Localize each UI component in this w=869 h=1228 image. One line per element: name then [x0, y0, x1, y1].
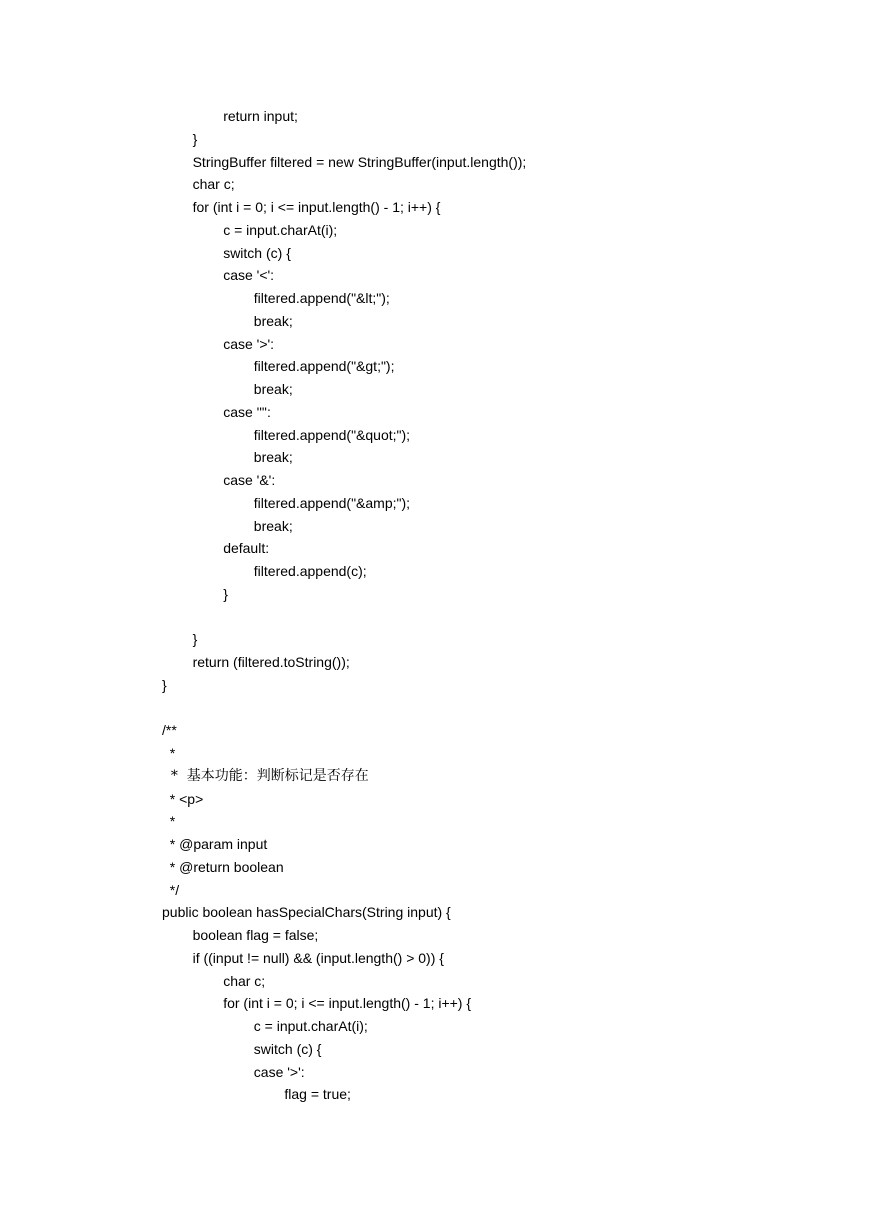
code-line: } — [192, 130, 198, 147]
code-line: * <p> — [162, 790, 204, 807]
code-line: * @param input — [162, 836, 268, 852]
code-line: char c; — [223, 972, 266, 989]
code-line: /** — [162, 722, 177, 739]
code-line: public boolean hasSpecialChars(String input) { — [162, 904, 451, 921]
code-line: } — [223, 585, 228, 602]
code-line: flag = true; — [284, 1086, 351, 1103]
code-line: * — [162, 813, 176, 830]
code-line: filtered.append("&amp;"); — [253, 494, 411, 511]
code-line: * 基本功能：判断标记是否存在 — [162, 767, 369, 784]
code-line: } — [192, 631, 198, 648]
code-line: return input; — [223, 108, 298, 124]
code-line: break; — [253, 517, 293, 534]
code-line: switch (c) { — [223, 244, 291, 261]
code-line: case '&': — [223, 472, 276, 488]
code-line: * @return boolean — [162, 858, 284, 875]
code-line: * — [162, 745, 176, 761]
code-line: switch (c) { — [253, 1040, 322, 1057]
code-line: boolean flag = false; — [192, 927, 319, 943]
code-line: case '>': — [223, 335, 275, 352]
code-line: filtered.append(c); — [253, 563, 367, 579]
code-line: filtered.append("&gt;"); — [253, 358, 395, 375]
code-line: */ — [162, 881, 180, 898]
code-line: for (int i = 0; i <= input.length() - 1; i++) { — [192, 199, 441, 215]
code-line: break; — [253, 449, 293, 466]
code-line: break; — [253, 381, 293, 397]
code-line: if ((input != null) && (input.length() > 0)) { — [192, 949, 444, 966]
code-line: } — [162, 676, 167, 693]
code-line: return (filtered.toString()); — [192, 654, 350, 670]
code-line: default: — [223, 540, 270, 557]
code-line: c = input.charAt(i); — [253, 1018, 368, 1034]
code-line: case '>': — [253, 1063, 305, 1080]
code-line: StringBuffer filtered = new StringBuffer(input.length()); — [192, 153, 527, 170]
code-line: c = input.charAt(i); — [223, 221, 338, 238]
code-line: case '<': — [223, 267, 275, 284]
code-line: filtered.append("&quot;"); — [253, 426, 411, 443]
code-line: break; — [253, 312, 293, 329]
code-line: filtered.append("&lt;"); — [253, 290, 390, 306]
code-line: for (int i = 0; i <= input.length() - 1; i++) { — [223, 995, 472, 1012]
code-line: char c; — [192, 176, 235, 193]
code-line: case '"': — [223, 403, 271, 420]
